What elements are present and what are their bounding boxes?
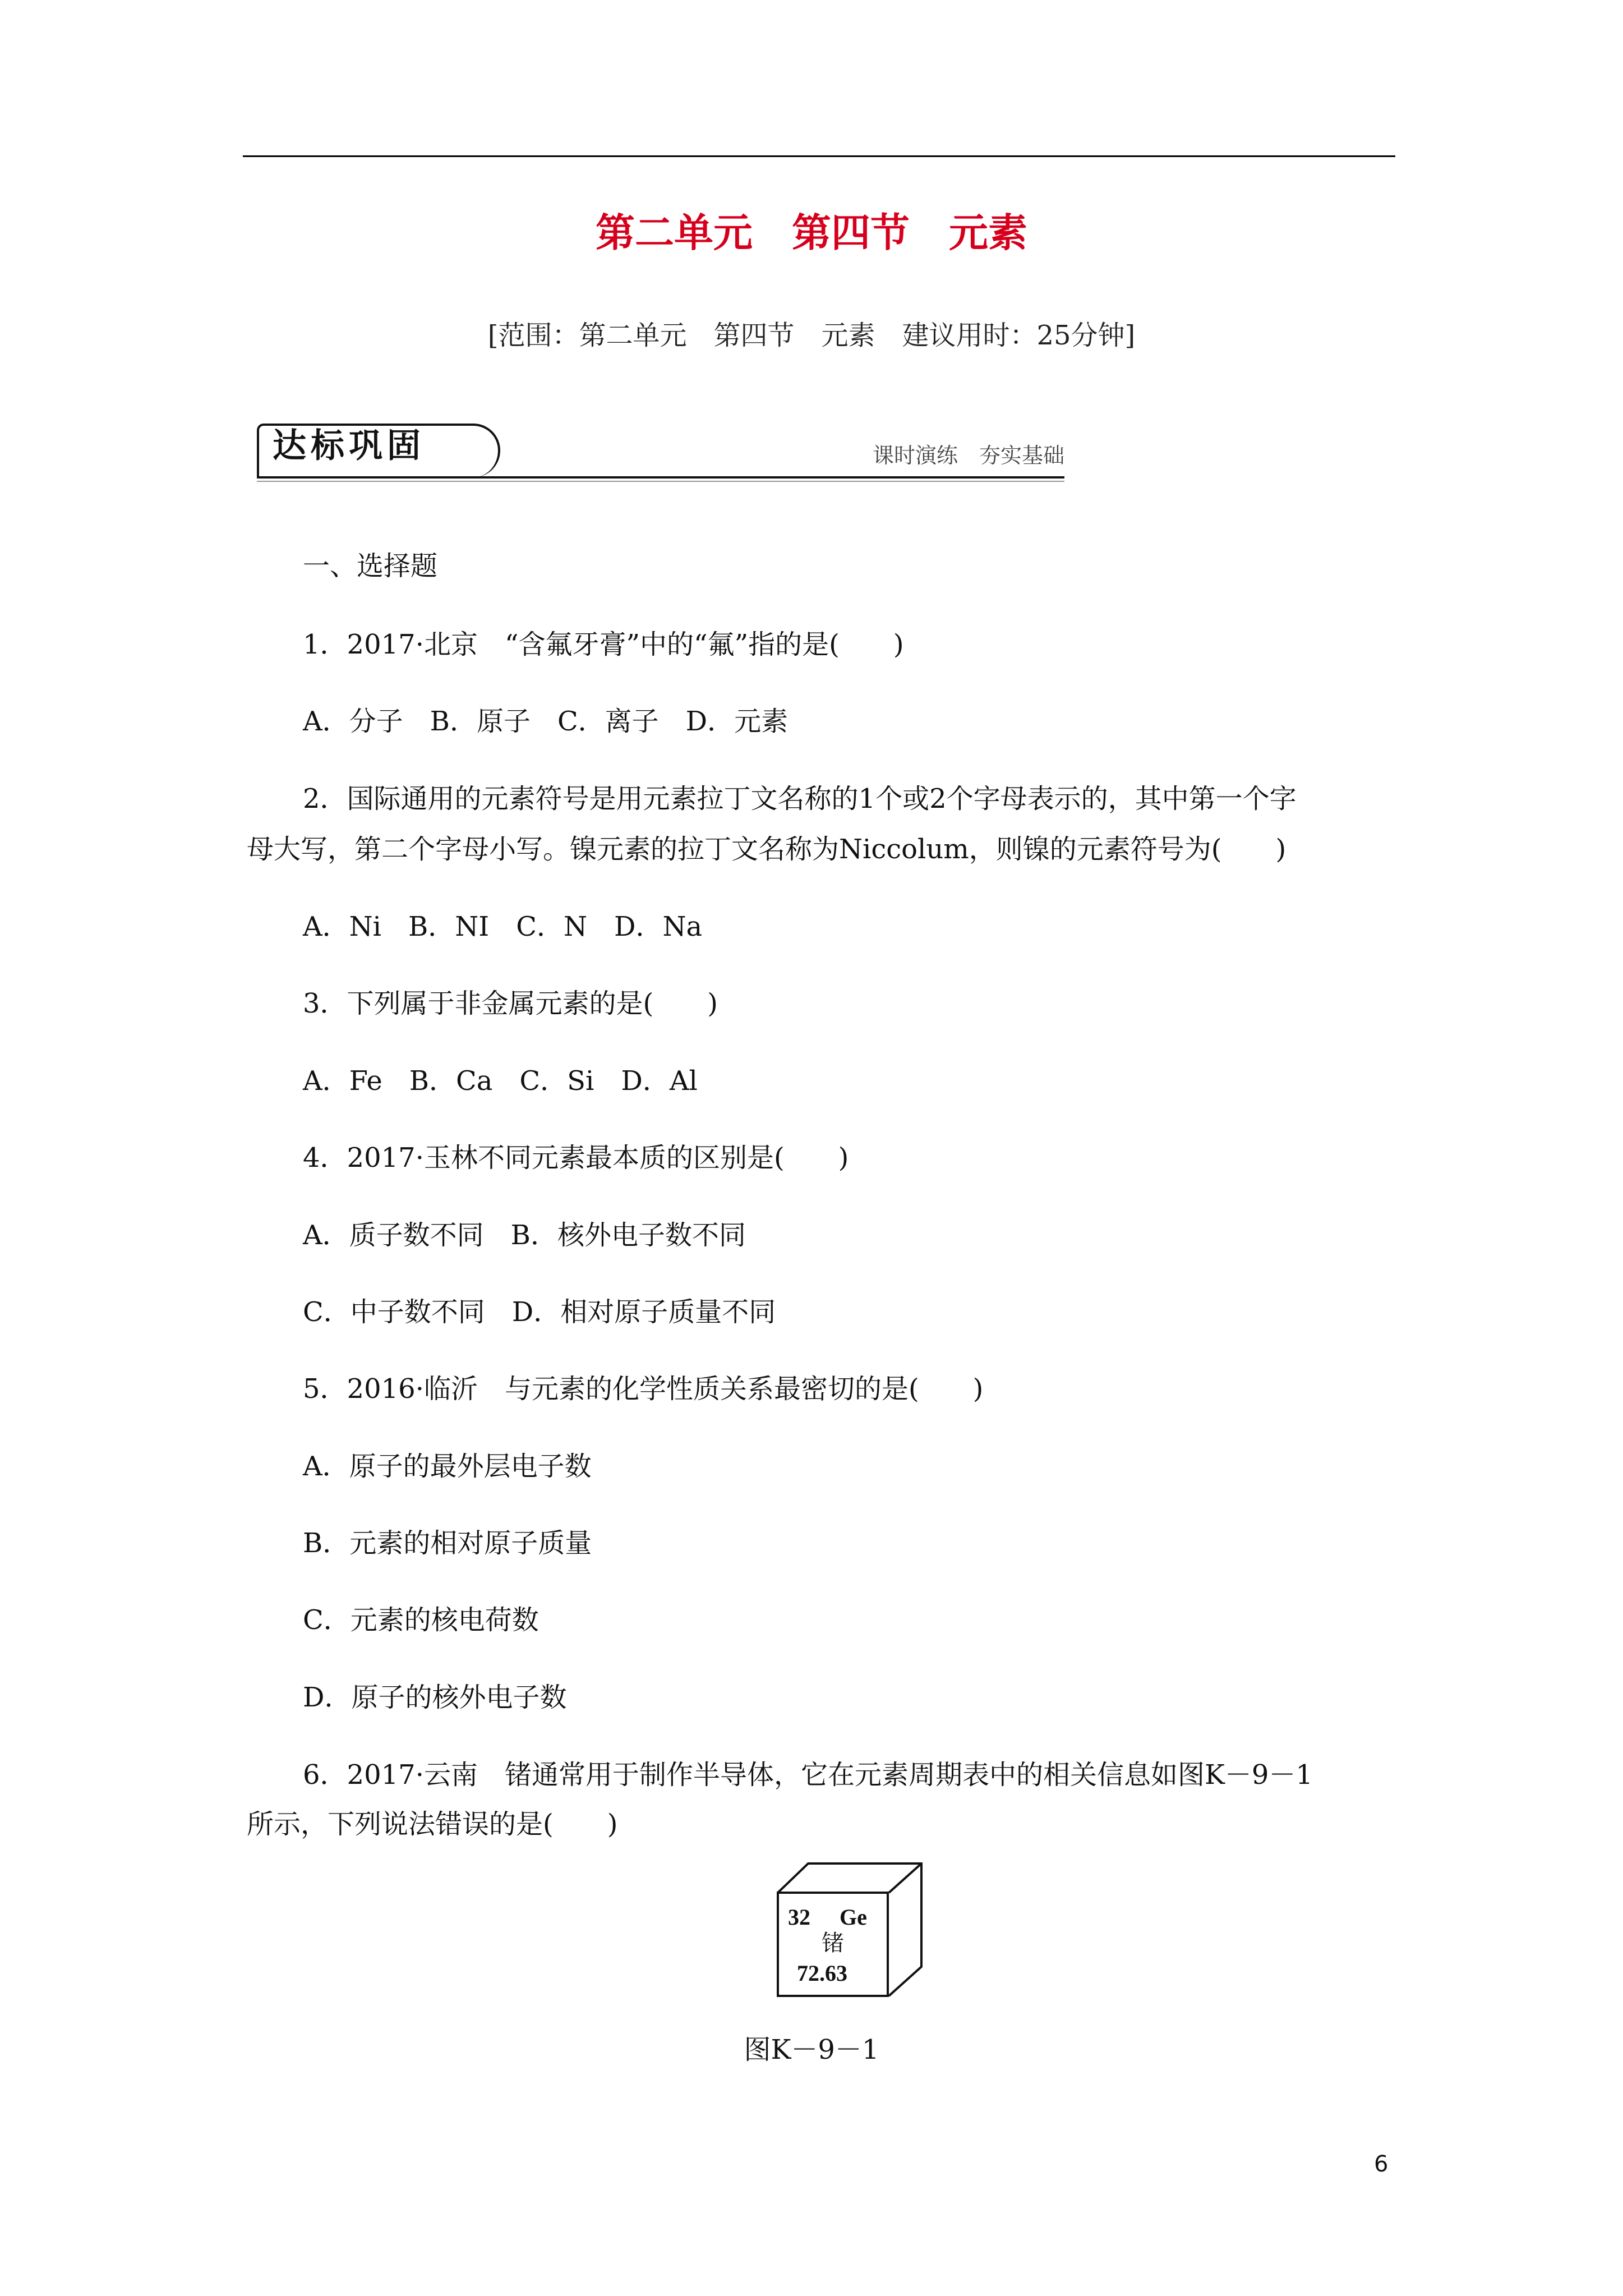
question-2-options: A．Ni B．NI C．N D．Na xyxy=(303,911,703,942)
banner-underline xyxy=(257,476,1064,478)
page-number: 6 xyxy=(1374,2151,1389,2177)
question-5-text: 5．2016·临沂 与元素的化学性质关系最密切的是( ) xyxy=(303,1373,984,1405)
question-3-options: A．Fe B．Ca C．Si D．Al xyxy=(303,1065,698,1097)
header-rule xyxy=(243,155,1395,157)
question-2-text-line-2: 母大写，第二个字母小写。镍元素的拉丁文名称为Niccolum，则镍的元素符号为( ) xyxy=(247,834,1287,865)
tile-atomic-number: 32 xyxy=(788,1904,810,1930)
question-4-text: 4．2017·玉林不同元素最本质的区别是( ) xyxy=(303,1142,849,1174)
question-5-option-a: A．原子的最外层电子数 xyxy=(303,1451,592,1482)
banner-tab-curve xyxy=(448,424,500,477)
question-5-option-c: C．元素的核电荷数 xyxy=(303,1604,539,1636)
scope-note: [范围：第二单元 第四节 元素 建议用时：25分钟] xyxy=(487,320,1136,351)
question-4-options-1: A．质子数不同 B．核外电子数不同 xyxy=(303,1220,746,1251)
question-2-text-line-1: 2．国际通用的元素符号是用元素拉丁文名称的1个或2个字母表示的，其中第一个字 xyxy=(303,783,1297,815)
banner-title: 达标巩固 xyxy=(273,426,425,466)
banner-tagline: 课时演练 夯实基础 xyxy=(872,443,1064,468)
page-title: 第二单元 第四节 元素 xyxy=(596,209,1027,256)
question-4-options-2: C．中子数不同 D．相对原子质量不同 xyxy=(303,1296,776,1328)
section-banner xyxy=(257,424,1064,485)
question-1-options: A．分子 B．原子 C．离子 D．元素 xyxy=(303,706,789,737)
question-6-text-line-2: 所示，下列说法错误的是( ) xyxy=(247,1809,618,1840)
question-5-option-d: D．原子的核外电子数 xyxy=(303,1682,567,1713)
tile-atomic-mass: 72.63 xyxy=(797,1961,847,1986)
tile-symbol: Ge xyxy=(840,1904,867,1930)
question-5-option-b: B．元素的相对原子质量 xyxy=(303,1527,592,1559)
element-tile-figure xyxy=(777,1862,923,1997)
question-6-text-line-1: 6．2017·云南 锗通常用于制作半导体，它在元素周期表中的相关信息如图K－9－1 xyxy=(303,1759,1313,1791)
figure-caption: 图K－9－1 xyxy=(744,2034,879,2065)
section-heading: 一、选择题 xyxy=(303,550,438,582)
tile-element-name: 锗 xyxy=(822,1930,844,1955)
question-1-text: 1．2017·北京 “含氟牙膏”中的“氟”指的是( ) xyxy=(303,629,904,660)
banner-shadow-line xyxy=(257,481,1064,482)
question-3-text: 3．下列属于非金属元素的是( ) xyxy=(303,988,718,1019)
